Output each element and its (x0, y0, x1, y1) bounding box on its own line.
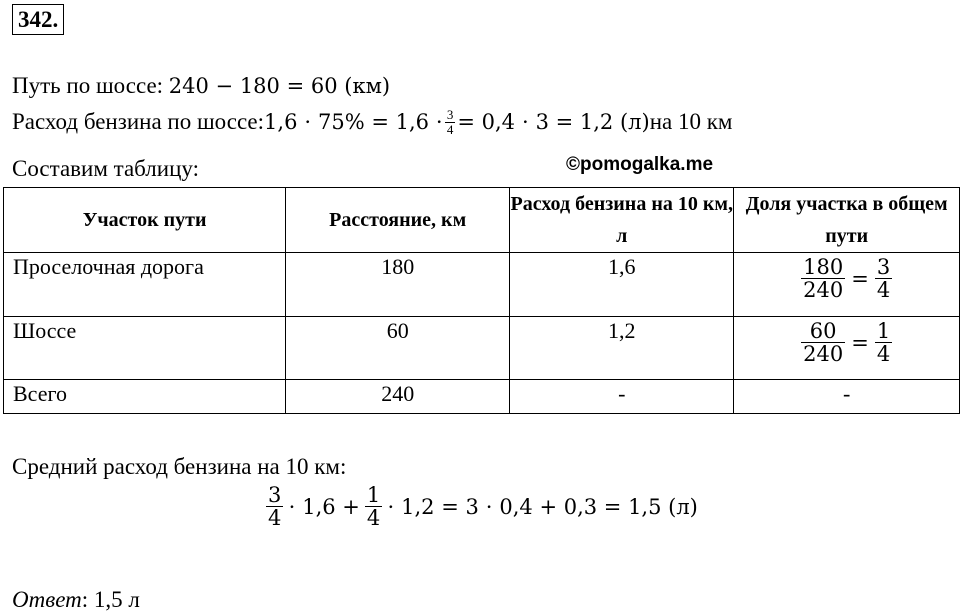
cell-consumption: 1,2 (510, 317, 734, 380)
share-result-numerator: 1 (876, 319, 891, 343)
cell-name: Всего (4, 380, 286, 414)
road-length-line (12, 72, 390, 100)
cell-name: Проселочная дорога (4, 253, 286, 317)
table-row (4, 317, 960, 380)
formula-fraction-2-numerator: 1 (366, 483, 381, 507)
fuel-consumption-line (12, 108, 732, 136)
fraction-numerator: 3 (446, 107, 454, 122)
cell-consumption: 1,6 (510, 253, 734, 317)
answer-line (12, 586, 140, 614)
road-length-text: Путь по шоссе: (12, 73, 169, 98)
problem-number: 342. (12, 4, 64, 35)
answer-label: Ответ (12, 587, 82, 612)
fraction-denominator: 4 (446, 121, 454, 137)
share-result-numerator: 3 (876, 255, 891, 279)
equals-sign: = (851, 266, 869, 291)
fraction-three-quarters (445, 108, 456, 136)
share-fraction (801, 256, 845, 301)
header-share: Доля участка в общем пути (734, 188, 960, 253)
share-result-denominator: 4 (876, 278, 891, 303)
cell-consumption: - (510, 380, 734, 414)
fuel-consumption-math-a: 1,6 ⋅ 75% = 1,6 ⋅ (264, 110, 443, 135)
watermark: ©pomogalka.me (566, 154, 714, 175)
share-expression (799, 320, 894, 365)
formula-fraction-2-denominator: 4 (366, 506, 381, 531)
header-consumption: Расход бензина на 10 км, л (510, 188, 734, 253)
formula-fraction-1-denominator: 4 (268, 506, 282, 531)
share-expression (799, 256, 894, 301)
average-formula (264, 484, 698, 529)
fuel-consumption-text: Расход бензина по шоссе: (12, 109, 265, 135)
table-header-row (4, 188, 960, 253)
fuel-consumption-tail: на 10 км (649, 109, 733, 135)
cell-distance: 60 (286, 317, 510, 380)
table-row (4, 380, 960, 414)
share-numerator: 180 (803, 255, 844, 279)
formula-fraction-2 (365, 484, 382, 529)
average-label: Средний расход бензина на 10 км: (12, 454, 347, 479)
table-intro: Составим таблицу: (12, 156, 199, 181)
cell-share (734, 317, 960, 380)
fuel-consumption-math-b: = 0,4 ⋅ 3 = 1,2 (л) (457, 110, 650, 135)
share-numerator: 60 (809, 319, 837, 343)
header-distance: Расстояние, км (286, 188, 510, 253)
share-result-denominator: 4 (876, 342, 891, 367)
cell-distance: 180 (286, 253, 510, 317)
share-result-fraction (875, 256, 892, 301)
share-denominator: 240 (803, 342, 844, 367)
table-row (4, 253, 960, 317)
formula-fraction-1-numerator: 3 (268, 483, 282, 507)
road-length-math: 240 − 180 = 60 (км) (168, 74, 391, 98)
formula-fraction-1 (266, 484, 283, 529)
cell-share: - (734, 380, 960, 414)
equals-sign: = (851, 330, 869, 355)
cell-distance: 240 (286, 380, 510, 414)
data-table (3, 187, 960, 414)
share-fraction (801, 320, 845, 365)
formula-part-1: ⋅ 1,6 + (288, 494, 360, 519)
cell-name: Шоссе (4, 317, 286, 380)
share-result-fraction (875, 320, 892, 365)
formula-part-2: ⋅ 1,2 = 3 ⋅ 0,4 + 0,3 = 1,5 (л) (387, 494, 698, 519)
cell-share (734, 253, 960, 317)
answer-value: : 1,5 л (81, 587, 140, 612)
header-segment: Участок пути (4, 188, 286, 253)
share-denominator: 240 (803, 278, 844, 303)
